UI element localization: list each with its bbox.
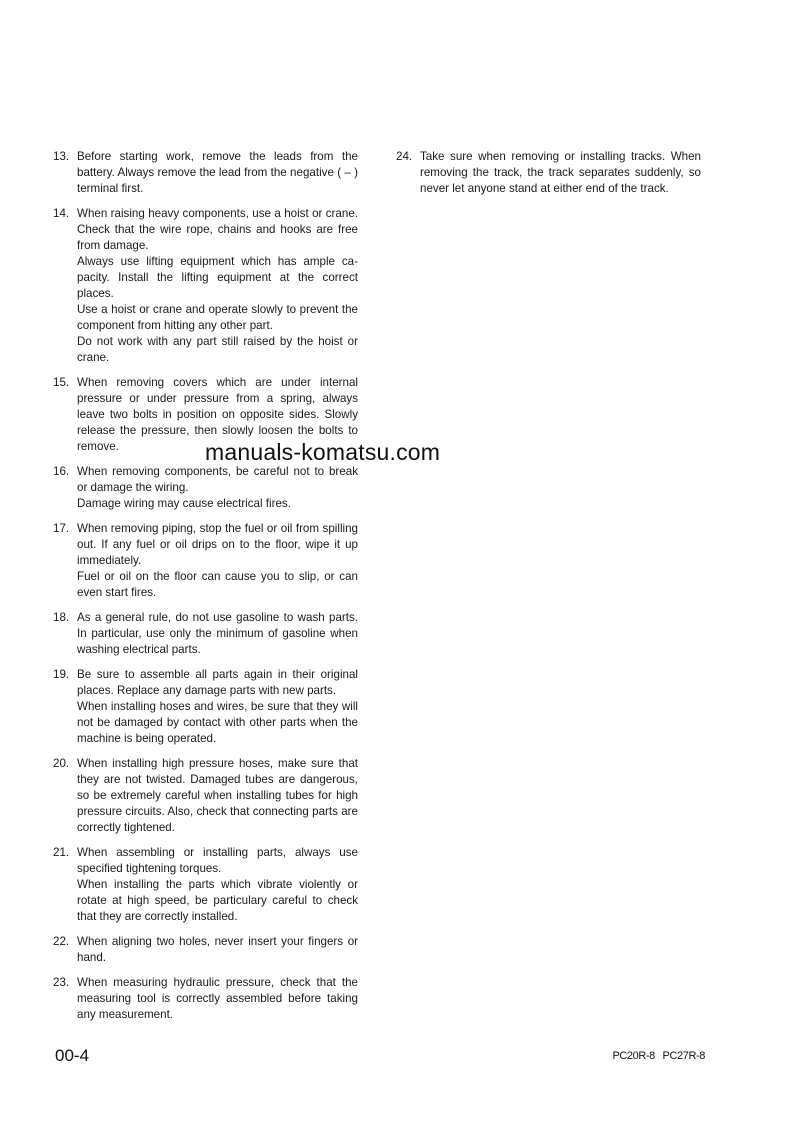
item-text: Damage wiring may cause electrical fires. xyxy=(77,497,291,510)
item-text: When installing hoses and wires, be sure that they will not be damaged by contact with other parts when the machine is being operated. xyxy=(77,700,358,745)
left-column xyxy=(53,149,358,1032)
list-item-13 xyxy=(53,149,358,197)
item-number: 15. xyxy=(53,376,70,389)
item-number: 19. xyxy=(53,668,70,681)
item-number: 17. xyxy=(53,522,70,535)
list-item-22 xyxy=(53,934,358,966)
list-item-16 xyxy=(53,464,358,512)
item-number: 24. xyxy=(396,150,413,163)
item-text: Be sure to assemble all parts again in their original places. Replace any damage parts with new parts. xyxy=(77,668,358,697)
item-number: 23. xyxy=(53,976,70,989)
item-text: When measuring hydraulic pressure, check that the measuring tool is correctly assembled before taking any measurement. xyxy=(77,976,358,1021)
item-text: Fuel or oil on the floor can cause you to slip, or can even start fires. xyxy=(77,570,358,599)
list-item-21 xyxy=(53,845,358,925)
item-number: 16. xyxy=(53,465,70,478)
item-number: 14. xyxy=(53,207,70,220)
watermark-text: manuals-komatsu.com xyxy=(205,439,441,465)
item-text: When removing piping, stop the fuel or oil from spilling out. If any fuel or oil drips on to the floor, wipe it up immediately. xyxy=(77,522,358,567)
item-text: When aligning two holes, never insert your fingers or hand. xyxy=(77,935,358,964)
item-text: Do not work with any part still raised by the hoist or crane. xyxy=(77,335,358,364)
list-item-18 xyxy=(53,610,358,658)
item-number: 21. xyxy=(53,846,70,859)
item-text: Use a hoist or crane and operate slowly to prevent the component from hitting any other part. xyxy=(77,303,358,332)
list-item-17 xyxy=(53,521,358,601)
item-text: When installing high pressure hoses, make sure that they are not twisted. Damaged tubes are dangerous, so be extremely careful when installing tubes for high pressure circuits. Also, check that connecting parts are correctly tightened. xyxy=(77,757,358,834)
item-text: Take sure when removing or installing tracks. When removing the track, the track separates suddenly, so never let anyone stand at either end of the track. xyxy=(420,150,701,195)
item-number: 18. xyxy=(53,611,70,624)
model-label: PC20R-8 PC27R-8 xyxy=(612,1050,705,1062)
right-column xyxy=(396,149,701,206)
item-text: When removing components, be careful not to break or damage the wiring. xyxy=(77,465,358,494)
item-text: When assembling or installing parts, always use specified tightening torques. xyxy=(77,846,358,875)
list-item-19 xyxy=(53,667,358,747)
item-text: As a general rule, do not use gasoline to wash parts. In particular, use only the minimum of gasoline when washing electrical parts. xyxy=(77,611,358,656)
item-text: Always use lifting equipment which has ample capacity. Install the lifting equipment at the correct places. xyxy=(77,255,358,300)
list-item-23 xyxy=(53,975,358,1023)
page-number: 00-4 xyxy=(55,1046,90,1065)
item-text: When removing covers which are under internal pressure or under pressure from a spring, always leave two bolts in position on opposite sides. Slowly release the pressure, then slowly loosen the bolts to remove. xyxy=(77,376,358,453)
item-text: Before starting work, remove the leads from the battery. Always remove the lead from the negative ( – ) terminal first. xyxy=(77,150,358,195)
list-item-20 xyxy=(53,756,358,836)
list-item-14 xyxy=(53,206,358,366)
item-number: 22. xyxy=(53,935,70,948)
item-number: 20. xyxy=(53,757,70,770)
item-text: When raising heavy components, use a hoist or crane. Check that the wire rope, chains and hooks are free from damage. xyxy=(77,207,358,252)
item-text: When installing the parts which vibrate violently or rotate at high speed, be particulary careful to check that they are correctly installed. xyxy=(77,878,358,923)
item-number: 13. xyxy=(53,150,70,163)
list-item-24 xyxy=(396,149,701,197)
